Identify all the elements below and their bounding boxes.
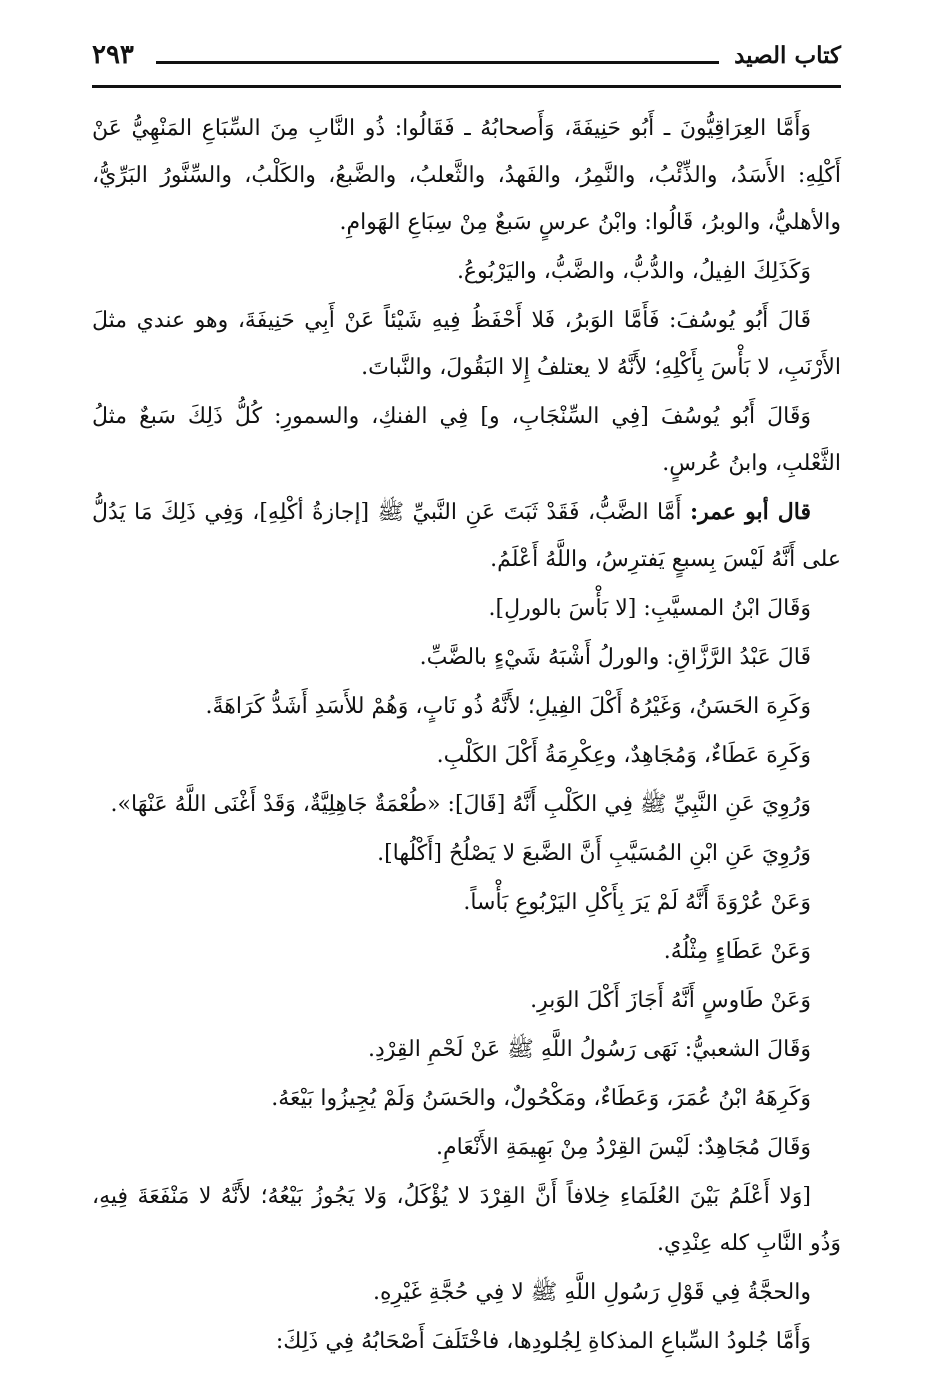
paragraph — [92, 297, 841, 391]
paragraph — [92, 977, 841, 1024]
paragraph — [92, 1124, 841, 1171]
running-head — [92, 38, 841, 78]
header-dash — [156, 61, 719, 64]
paragraph-text: وَرُوِيَ عَنِ النَّبِيِّ ﷺ فِي الكَلْبِ أَنَّهُ [قَالَ]: «طُعْمَةٌ جَاهِلِيَّةٌ، وَقَدْ أَغْنَى اللَّهُ عَنْهَا». — [110, 792, 811, 817]
paragraph-text: وَقَالَ ابْنُ المسيَّبِ: [لا بَأْسَ بالورلِ]. — [488, 596, 811, 621]
paragraph-text: والحجَّةُ فِي قَوْلِ رَسُولِ اللَّهِ ﷺ لا فِي حُجَّةِ غَيْرِهِ. — [373, 1280, 811, 1305]
body-text — [92, 105, 841, 1367]
paragraph-text: وَأَمَّا العِرَاقِيُّونَ ـ أَبُو حَنِيفَةَ، وَأَصحابُهُ ـ فَقَالُوا: ذُو النَّابِ مِنَ السِّبَاعِ المَنْهِيُّ عَنْ أَكْلِهِ: الأَسَدُ، والذِّئْبُ، والنَّمِرُ، والفَهدُ، والثَّعلبُ، والضَّبعُ، والكَلْبُ، والسِّنَّورُ البَرِّيُّ، والأهليُّ، والوبرُ، قَالُوا: وابْنُ عرسٍ سَبعٌ مِنْ سِبَاعِ الهَوامِ. — [92, 116, 841, 235]
paragraph — [92, 879, 841, 926]
paragraph — [92, 928, 841, 975]
paragraph — [92, 732, 841, 779]
paragraph — [92, 1075, 841, 1122]
paragraph-text: وَكَرِهَ الحَسَنُ، وَغَيْرُهُ أَكْلَ الفِيلِ؛ لأَنَّهُ ذُو نَابٍ، وَهُمْ للأَسَدِ أَشَدُّ كَرَاهَةً. — [205, 694, 811, 719]
page-number: ٢٩٣ — [92, 40, 134, 70]
paragraph — [92, 634, 841, 681]
paragraph-text: وَعَنْ عَطَاءٍ مِثْلُهُ. — [663, 939, 811, 964]
paragraph-text: وَقَالَ الشعبيُّ: نَهَى رَسُولُ اللَّهِ ﷺ عَنْ لَحْمِ القِرْدِ. — [368, 1037, 811, 1062]
paragraph-text: قَالَ أَبُو يُوسُفَ: فَأَمَّا الوَبرُ، فَلا أَحْفَظُ فِيهِ شَيْئاً عَنْ أَبِي حَنِيفَةَ، وهو عندي مثلَ الأَرْنَبِ، لا بَأْسَ بِأَكْلِهِ؛ لأَنَّهُ لا يعتلفُ إِلا البَقُولَ، والنَّباتَ. — [92, 308, 841, 380]
book-title: كتاب الصيد — [734, 42, 841, 69]
paragraph-text: وَكَذَلِكَ الفِيلُ، والدُّبُّ، والضَّبُّ، واليَرْبُوعُ. — [456, 259, 811, 284]
paragraph-text: وَكَرِهَهُ ابْنُ عُمَرَ، وَعَطَاءٌ، ومَكْحُولٌ، والحَسَنُ وَلَمْ يُجِيزُوا بَيْعَهُ. — [271, 1086, 811, 1111]
paragraph-text: [وَلا أَعْلَمُ بَيْنَ العُلَمَاءِ خِلافاً أَنَّ القِرْدَ لا يُؤْكَلُ، وَلا يَجُوزُ بَيْعُهُ؛ لأَنَّهُ لا مَنْفَعَةَ فِيهِ، وَذُو النَّابِ كله عِنْدِي. — [92, 1184, 841, 1256]
paragraph — [92, 683, 841, 730]
paragraph — [92, 1318, 841, 1365]
paragraph-text: وَعَنْ عُرْوَةَ أَنَّهُ لَمْ يَرَ بِأَكْلِ اليَرْبُوعِ بَأْساً. — [463, 890, 811, 915]
paragraph — [92, 393, 841, 487]
paragraph-text: أَمَّا الضَّبُّ، فَقَدْ ثَبَتَ عَنِ النَّبيِّ ﷺ [إجازةُ أكْلِهِ]، وَفِي ذَلِكَ مَا يَدُلُّ على أَنَّهُ لَيْسَ بِسبعٍ يَفترِسُ، واللَّهُ أَعْلَمُ. — [92, 500, 841, 572]
paragraph — [92, 105, 841, 246]
paragraph — [92, 1026, 841, 1073]
paragraph — [92, 781, 841, 828]
paragraph-text: وَقَالَ أَبُو يُوسُفَ [فِي السِّنْجَابِ، و] فِي الفنكِ، والسمورِ: كُلُّ ذَلِكَ سَبعٌ مثلُ الثَّعْلبِ، وابنُ عُرسٍ. — [92, 404, 841, 476]
paragraph — [92, 248, 841, 295]
paragraph — [92, 585, 841, 632]
paragraph — [92, 489, 841, 583]
paragraph-text: وَكَرِهَ عَطَاءٌ، وَمُجَاهِدٌ، وعِكْرِمَةُ أَكْلَ الكَلْبِ. — [436, 743, 811, 768]
paragraph-lead: قال أبو عمر: — [689, 499, 811, 525]
paragraph-text: وَقَالَ مُجَاهِدٌ: لَيْسَ القِرْدُ مِنْ بَهِيمَةِ الأَنْعَامِ. — [436, 1135, 811, 1160]
paragraph — [92, 830, 841, 877]
paragraph — [92, 1269, 841, 1316]
paragraph — [92, 1173, 841, 1267]
header-rule — [92, 85, 841, 88]
paragraph-text: وَعَنْ طَاوسٍ أَنَّهُ أَجَازَ أَكْلَ الوَبرِ. — [530, 988, 811, 1013]
paragraph-text: وَأَمَّا جُلودُ السِّباعِ المذكاةِ لِجُلودِها، فاخْتَلَفَ أَصْحَابُهُ فِي ذَلِكَ: — [275, 1329, 811, 1354]
paragraph-text: قَالَ عَبْدُ الرَّزَّاقِ: والورلُ أَشْبَهُ شَيْءٍ بالضَّبِّ. — [419, 645, 811, 670]
paragraph-text: وَرُوِيَ عَنِ ابْنِ المُسَيَّبِ أَنَّ الضَّبعَ لا يَصْلُحُ [أَكْلُها]. — [377, 841, 811, 866]
